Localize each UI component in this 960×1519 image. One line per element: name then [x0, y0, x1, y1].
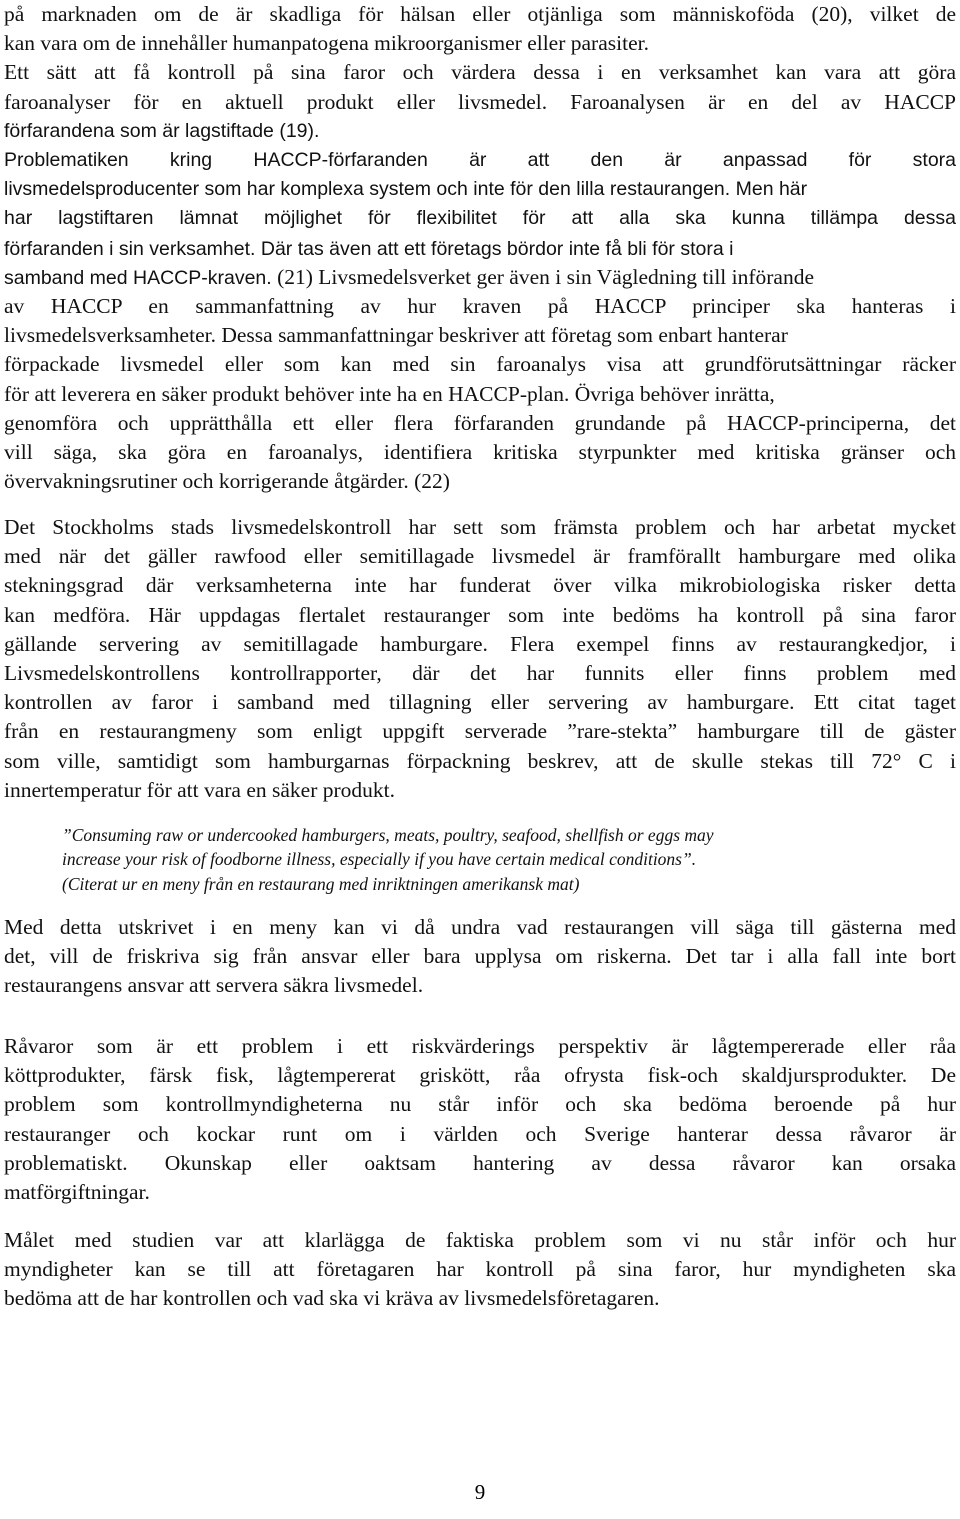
text-line: Problematiken kring HACCP-förfaranden är att den är anpassad för stora — [4, 149, 956, 171]
text-line: restauranger och kockar runt om i världen och Sverige hanterar dessa råvaror är — [4, 1121, 956, 1146]
text-line: matförgiftningar. — [4, 1179, 150, 1204]
text-line: som ville, samtidigt som hamburgarnas förpackning beskrev, att de skulle stekas till 72° C i — [4, 748, 956, 773]
text-line: stekningsgrad där verksamheterna inte har funderat över vilka mikrobiologiska risker detta — [4, 573, 956, 598]
menu-quote — [62, 823, 942, 896]
text-line — [4, 321, 956, 350]
text-line: har lagstiftaren lämnat möjlighet för flexibilitet för att alla ska kunna tillämpa dessa — [4, 207, 956, 230]
text-line: kan medföra. Här uppdagas flertalet restauranger som inte bedöms ha kontroll på sina faror — [4, 602, 956, 627]
text-line: genomföra och upprätthålla ett eller flera förfaranden grundande på HACCP-principerna, det — [4, 410, 956, 435]
text-line: från en restaurangmeny som enligt uppgift serverade ”rare-stekta” hamburgare till de gäster — [4, 719, 956, 744]
document-page — [4, 0, 956, 1519]
quote-line: increase your risk of foodborne illness, especially if you have certain medical conditions”. — [62, 849, 697, 870]
text-line: myndigheter kan se till att företagaren har kontroll på sina faror, hur myndigheten ska — [4, 1257, 956, 1282]
paragraph-4 — [4, 513, 956, 805]
quote-line: ”Consuming raw or undercooked hamburgers, meats, poultry, seafood, shellfish or eggs may — [62, 825, 714, 845]
page-number: 9 — [474, 1480, 486, 1504]
text-line: problematiskt. Okunskap eller oaktsam hantering av dessa råvaror kan orsaka — [4, 1150, 956, 1175]
text-line: Det Stockholms stads livsmedelskontroll har sett som främsta problem och har arbetat mycket — [4, 515, 956, 539]
paragraph-2 — [4, 58, 956, 146]
paragraph-3 — [4, 146, 956, 496]
text-line: problem som kontrollmyndigheterna nu står inför och ska bedöma beroende på hur — [4, 1092, 956, 1117]
text-line — [4, 263, 956, 292]
text-segment: samband med HACCP-kraven. — [4, 266, 272, 289]
text-segment: livsmedelsproducenter som har komplexa system och inte för den lilla restaurangen. — [4, 178, 731, 201]
paragraph-5 — [4, 913, 956, 1001]
text-line: bedöma att de har kontrollen och vad ska vi kräva av livsmedelsföretagaren. — [4, 1286, 660, 1311]
text-line: med när det gäller rawfood eller semitillagade livsmedel är framförallt hamburgare med olika — [4, 544, 956, 569]
text-segment: Övriga behöver inrätta, — [569, 381, 775, 406]
text-segment: livsmedelsverksamheter. — [4, 323, 216, 348]
text-line: av HACCP en sammanfattning av hur kraven på HACCP principer ska hanteras i — [4, 293, 956, 318]
text-segment: Dessa sammanfattningar beskriver att företag som enbart hanterar — [215, 323, 788, 348]
paragraph-7 — [4, 1226, 956, 1314]
text-line: gällande servering av semitillagade hamburgare. Flera exempel finns av restaurangkedjor, i — [4, 631, 956, 656]
text-segment: förfaranden i sin verksamhet. — [4, 237, 256, 260]
quote-source: (Citerat ur en meny från en restaurang med inriktningen amerikansk mat) — [62, 873, 580, 894]
text-line: restaurangens ansvar att servera säkra livsmedel. — [4, 973, 424, 998]
text-segment: Där tas även att ett företags bördor inte få bli för stora i — [255, 237, 734, 260]
text-line: innertemperatur för att vara en säker produkt. — [4, 777, 396, 802]
text-line: på marknaden om de är skadliga för hälsan eller otjänliga som människoföda (20), vilket de — [4, 2, 956, 26]
text-segment: för att leverera en säker produkt behöver inte ha en HACCP-plan. — [4, 381, 570, 406]
paragraph-6 — [4, 1032, 956, 1207]
text-segment: (21) Livsmedelsverket ger även i sin Vägledning till införande — [271, 264, 815, 289]
text-line: kontrollen av faror i samband med tillagning eller servering av hamburgare. Ett citat taget — [4, 690, 956, 715]
text-line: Livsmedelskontrollens kontrollrapporter, där det har funnits eller finns problem med — [4, 660, 956, 685]
text-line: förfarandena som är lagstiftade (19). — [4, 119, 320, 142]
text-line: förpackade livsmedel eller som kan med sin faroanalys visa att grundförutsättningar räcker — [4, 352, 956, 377]
text-line: kan vara om de innehåller humanpatogena mikroorganismer eller parasiter. — [4, 31, 649, 56]
text-line: Med detta utskrivet i en meny kan vi då undra vad restaurangen vill säga till gästerna med — [4, 915, 956, 939]
text-line — [4, 380, 956, 409]
text-line: det, vill de friskriva sig från ansvar eller bara upplysa om riskerna. Det tar i alla fall inte bort — [4, 944, 956, 969]
text-line: Råvaror som är ett problem i ett riskvärderings perspektiv är lågtempererade eller råa — [4, 1034, 956, 1058]
text-line: faroanalyser för en aktuell produkt eller livsmedel. Faroanalysen är en del av HACCP — [4, 89, 956, 114]
text-line: Målet med studien var att klarlägga de faktiska problem som vi nu står inför och hur — [4, 1228, 956, 1252]
paragraph-1 — [4, 0, 956, 58]
text-segment: Men här — [730, 178, 808, 201]
text-line: vill säga, ska göra en faroanalys, identifiera kritiska styrpunkter med kritiska gränser och — [4, 439, 956, 464]
text-line — [4, 175, 956, 204]
text-line — [4, 234, 956, 263]
text-line: Ett sätt att få kontroll på sina faror och värdera dessa i en verksamhet kan vara att göra — [4, 60, 956, 85]
text-line: övervakningsrutiner och korrigerande åtgärder. (22) — [4, 469, 450, 494]
text-line: köttprodukter, färsk fisk, lågtempererat griskött, råa ofrysta fisk-och skaldjursprodukter. De — [4, 1063, 956, 1088]
